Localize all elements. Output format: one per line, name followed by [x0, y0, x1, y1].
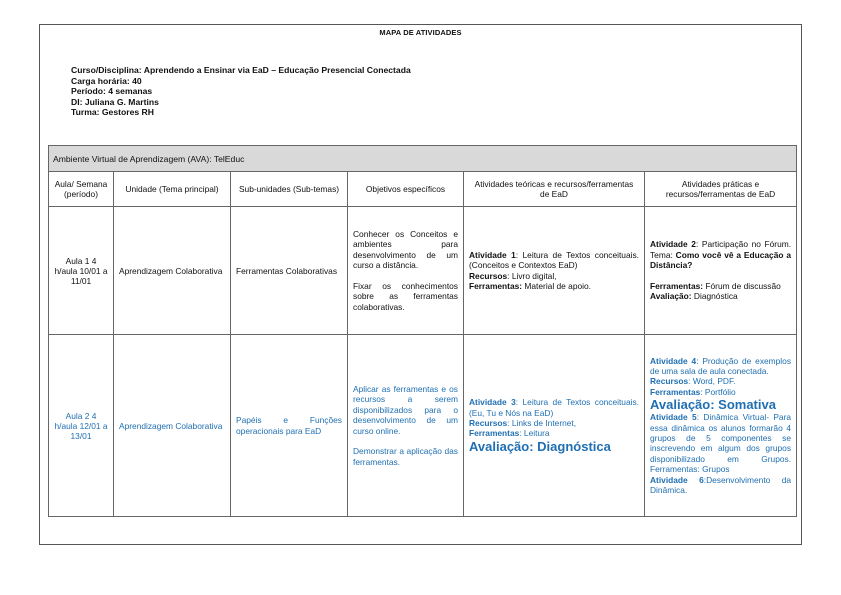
activity-label: Atividade 3	[469, 397, 516, 408]
activity-text: : Dinâmica Virtual- Para essa dinâmica os alunos formarão 4 grupos de 5 componentes se inscrevendo em algum dos grupos disponibilizado em Grupos. Ferramentas: Grupos	[650, 412, 792, 475]
cell-aula: Aula 2 4 h/aula 12/01 a 13/01	[49, 335, 114, 517]
tools-label: Ferramentas	[469, 428, 520, 439]
resources-text: : Links de Internet,	[507, 418, 577, 428]
header-praticas: Atividades práticas e recursos/ferramentas de EaD	[645, 172, 797, 207]
cell-objetivos	[348, 207, 464, 335]
objective-text: Aplicar as ferramentas e os recursos a serem disponibilizados para o desenvolvimento de um curso online.	[353, 384, 458, 436]
activity-label: Atividade 1	[469, 249, 516, 260]
document-title: MAPA DE ATIVIDADES	[379, 28, 462, 37]
cell-praticas	[645, 207, 797, 335]
tools-text: : Leitura	[519, 428, 550, 439]
forum-topic: Como você vê a Educação a Distância?	[650, 249, 792, 271]
activity-text: : Leitura de Textos conceituais.(Eu, Tu e Nós na EaD)	[469, 397, 639, 418]
resources-label: Recursos	[469, 270, 508, 281]
activity-text: : Produção de exemplos de uma sala de aula conectada.	[650, 355, 792, 376]
course-hours: Carga horária: 40	[71, 75, 142, 86]
cell-praticas	[645, 335, 797, 517]
header-subunidades: Sub-unidades (Sub-temas)	[231, 172, 348, 207]
evaluation-heading: Avaliação: Somativa	[650, 397, 776, 413]
tools-text: : Portfólio	[700, 386, 736, 397]
objective-text: Demonstrar a aplicação das ferramentas.	[353, 446, 458, 467]
tools-text: Fórum de discussão	[703, 280, 781, 291]
document-frame	[39, 24, 802, 545]
ava-header: Ambiente Virtual de Aprendizagem (AVA): TelEduc	[49, 146, 797, 172]
activity-table	[48, 145, 797, 517]
activity-label: Atividade 5	[650, 412, 697, 423]
header-aula: Aula/ Semana (período)	[49, 172, 114, 207]
evaluation-text: Diagnóstica	[691, 291, 738, 302]
resources-label: Recursos	[650, 376, 689, 387]
header-teoricas: Atividades teóricas e recursos/ferramentas de EaD	[464, 172, 645, 207]
activity-text: :Desenvolvimento da Dinâmica.	[650, 474, 792, 496]
resources-text: : Livro digital,	[507, 270, 557, 281]
resources-label: Recursos	[469, 418, 508, 428]
objective-text: Conhecer os Conceitos e ambientes para desenvolvimento de um curso a distância.	[353, 229, 458, 271]
course-period: Período: 4 semanas	[71, 86, 153, 97]
tools-label: Ferramentas	[650, 386, 701, 397]
course-designer: DI: Juliana G. Martins	[71, 96, 159, 107]
evaluation-label: Avaliação:	[650, 291, 692, 302]
course-class: Turma: Gestores RH	[71, 107, 154, 118]
activity-label: Atividade 4	[650, 355, 697, 366]
table-row	[49, 335, 797, 517]
header-objetivos: Objetivos específicos	[348, 172, 464, 207]
tools-label: Ferramentas:	[469, 280, 523, 291]
cell-teoricas	[464, 335, 645, 517]
course-name: Curso/Disciplina: Aprendendo a Ensinar via EaD – Educação Presencial Conectada	[71, 65, 411, 75]
resources-text: : Word, PDF.	[688, 376, 736, 387]
cell-unidade: Aprendizagem Colaborativa	[114, 335, 231, 517]
activity-text: : Participação no Fórum. Tema:	[650, 239, 792, 260]
cell-aula: Aula 1 4 h/aula 10/01 a 11/01	[49, 207, 114, 335]
table-row	[49, 207, 797, 335]
activity-label: Atividade 6	[650, 474, 704, 485]
table-header-row	[49, 172, 797, 207]
cell-teoricas	[464, 207, 645, 335]
cell-unidade: Aprendizagem Colaborativa	[114, 207, 231, 335]
evaluation-heading: Avaliação: Diagnóstica	[469, 438, 611, 454]
objective-text: Fixar os conhecimentos sobre as ferramentas colaborativas.	[353, 280, 458, 312]
cell-objetivos	[348, 335, 464, 517]
cell-subunidade: Ferramentas Colaborativas	[231, 207, 348, 335]
header-unidade: Unidade (Tema principal)	[114, 172, 231, 207]
activity-label: Atividade 2	[650, 239, 696, 250]
tools-label: Ferramentas:	[650, 280, 704, 291]
cell-subunidade: Papéis e Funções operacionais para EaD	[231, 335, 348, 517]
tools-text: Material de apoio.	[522, 280, 591, 291]
activity-text: : Leitura de Textos conceituais. (Conceitos e Contextos EaD)	[469, 249, 639, 271]
course-info	[71, 65, 411, 118]
